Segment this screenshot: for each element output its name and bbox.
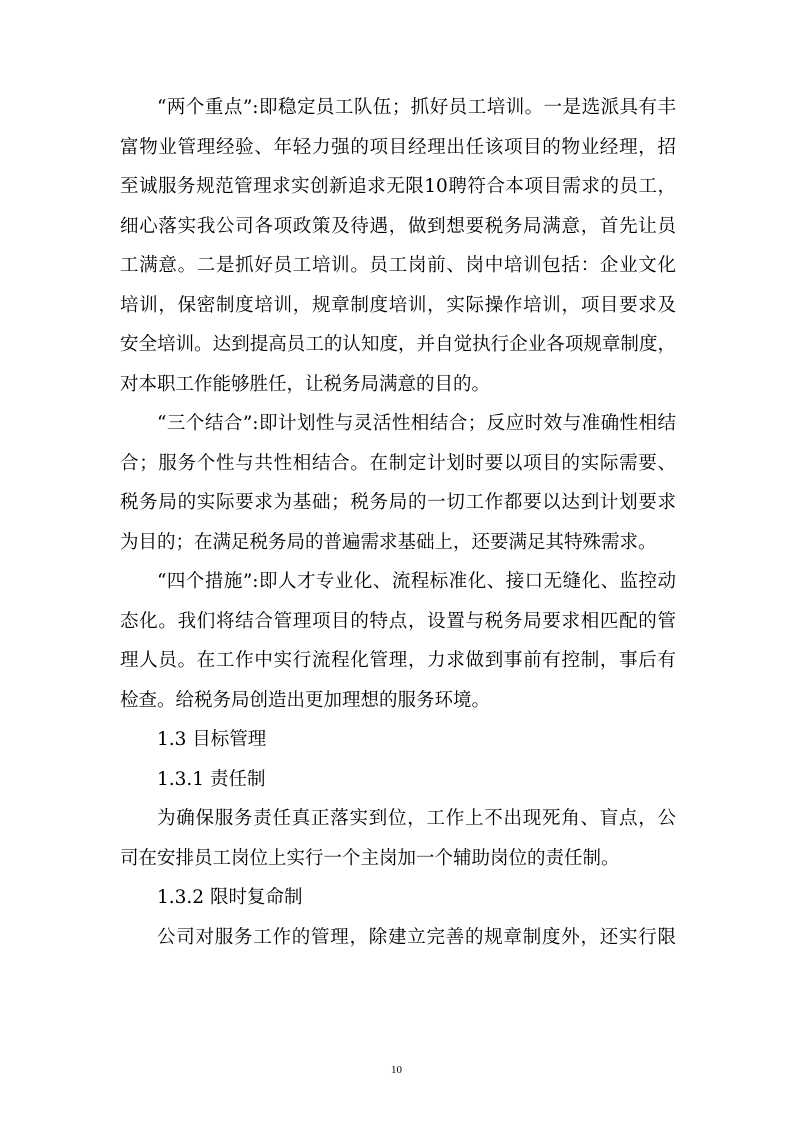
paragraph-four-measures-line-1: “四个措施”:即人才专业化、流程标准化、接口无缝化、监控动 <box>157 571 676 592</box>
body-text <box>120 88 676 957</box>
paragraph-two-focus-line-5: 工满意。二是抓好员工培训。员工岗前、岗中培训包括：企业文化 <box>120 255 676 276</box>
paragraph-four-measures-line-3: 理人员。在工作中实行流程化管理，力求做到事前有控制，事后有 <box>120 650 676 671</box>
paragraph-three-combinations-line-2: 合；服务个性与共性相结合。在制定计划时要以项目的实际需要、 <box>120 452 676 474</box>
paragraph-time-limit-line-1: 公司对服务工作的管理，除建立完善的规章制度外，还实行限 <box>157 926 676 948</box>
paragraph-three-combinations-line-4: 为目的；在满足税务局的普遍需求基础上，还要满足其特殊需求。 <box>120 531 657 553</box>
subsection-heading-time-limit-system: 1.3.2 限时复命制 <box>157 887 303 908</box>
paragraph-responsibility-line-1: 为确保服务责任真正落实到位，工作上不出现死角、盲点，公 <box>157 808 676 829</box>
paragraph-two-focus-line-2: 富物业管理经验、年轻力强的项目经理出任该项目的物业经理，招 <box>120 136 676 158</box>
paragraph-two-focus-line-4: 细心落实我公司各项政策及待遇，做到想要税务局满意，首先让员 <box>120 215 676 237</box>
paragraph-two-focus-line-8: 对本职工作能够胜任，让税务局满意的目的。 <box>120 373 491 395</box>
paragraph-responsibility-line-2: 司在安排员工岗位上实行一个主岗加一个辅助岗位的责任制。 <box>120 847 620 869</box>
paragraph-four-measures-line-2: 态化。我们将结合管理项目的特点，设置与税务局要求相匹配的管 <box>120 610 676 632</box>
paragraph-three-combinations-line-1: “三个结合”:即计划性与灵活性相结合；反应时效与准确性相结 <box>157 413 676 434</box>
page-number: 10 <box>391 1064 402 1076</box>
section-heading-target-management: 1.3 目标管理 <box>157 729 267 750</box>
paragraph-two-focus-line-6: 培训，保密制度培训，规章制度培训，实际操作培训，项目要求及 <box>120 294 676 316</box>
paragraph-three-combinations-line-3: 税务局的实际要求为基础；税务局的一切工作都要以达到计划要求 <box>120 492 676 513</box>
paragraph-four-measures-line-4: 检查。给税务局创造出更加理想的服务环境。 <box>120 689 491 711</box>
subsection-heading-responsibility-system: 1.3.1 责任制 <box>157 768 266 790</box>
paragraph-two-focus-line-1: “两个重点”:即稳定员工队伍；抓好员工培训。一是选派具有丰 <box>157 97 676 118</box>
paragraph-two-focus-line-7: 安全培训。达到提高员工的认知度，并自觉执行企业各项规章制度， <box>120 334 676 355</box>
paragraph-two-focus-line-3: 至诚服务规范管理求实创新追求无限10聘符合本项目需求的员工， <box>120 176 676 197</box>
